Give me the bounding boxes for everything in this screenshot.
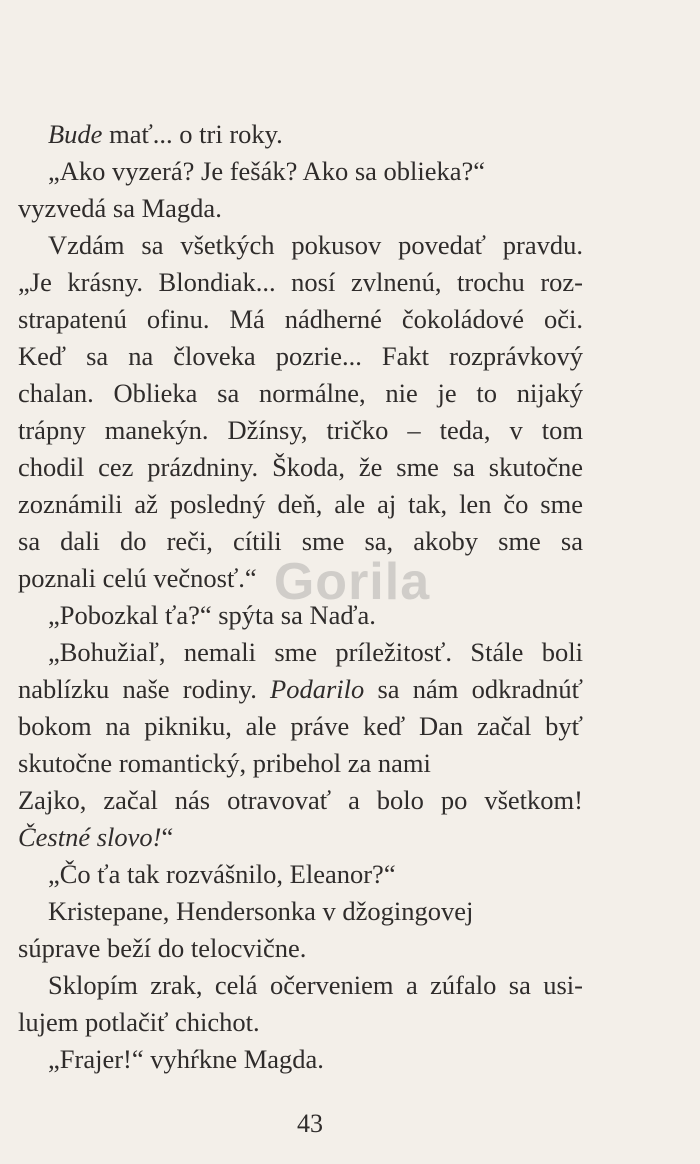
text-line: „Čo ťa tak rozvášnilo, Eleanor?“ [48, 859, 396, 889]
watermark-logo: Gorila [273, 553, 431, 611]
text-line: Kristepane, Hendersonka v džogingovej [48, 896, 474, 926]
text-line: vyzvedá sa Magda. [18, 193, 222, 223]
text-span: nablízku naše rodiny. [18, 674, 271, 704]
text-line: „Je krásny. Blondiak... nosí zvlnenú, trochu roz- [18, 267, 583, 297]
text-span: mať... o tri roky. [102, 119, 283, 149]
text-line: zoznámili až posledný deň, ale aj tak, len čo sme [18, 489, 583, 519]
italic-word: Podarilo [270, 674, 365, 704]
text-line: chalan. Oblieka sa normálne, nie je to nijaký [18, 378, 583, 408]
page-number: 43 [297, 1109, 323, 1138]
text-line: „Frajer!“ vyhŕkne Magda. [48, 1044, 324, 1074]
text-line: skutočne romantický, pribehol za nami [18, 748, 431, 778]
text-line: „Ako vyzerá? Je fešák? Ako sa oblieka?“ [48, 156, 486, 186]
text-line: poznali celú večnosť.“ [18, 563, 257, 593]
text-line [18, 819, 583, 856]
italic-phrase: Čestné slovo! [18, 822, 162, 852]
text-line: chodil cez prázdniny. Škoda, že sme sa skutočne [18, 452, 583, 482]
text-span: sa nám odkradnúť [364, 674, 583, 704]
text-line: strapatenú ofinu. Má nádherné čokoládové oči. [18, 304, 583, 334]
text-line [18, 671, 583, 708]
text-line: súprave beží do telocvične. [18, 933, 307, 963]
text-line: lujem potlačiť chichot. [18, 1007, 260, 1037]
text-line: Vzdám sa všetkých pokusov povedať pravdu. [48, 230, 583, 260]
italic-word: Bude [48, 119, 103, 149]
text-line: „Pobozkal ťa?“ spýta sa Naďa. [48, 600, 376, 630]
text-line: Zajko, začal nás otravovať a bolo po všetkom! [18, 785, 583, 815]
text-line: Sklopím zrak, celá očerveniem a zúfalo sa usi- [48, 970, 583, 1000]
text-line: bokom na pikniku, ale práve keď Dan začal byť [18, 711, 583, 741]
text-line [48, 116, 583, 153]
text-line: „Bohužiaľ, nemali sme príležitosť. Stále boli [48, 637, 583, 667]
text-span: “ [161, 822, 174, 852]
text-line: sa dali do reči, cítili sme sa, akoby sme sa [18, 526, 583, 556]
text-line: Keď sa na človeka pozrie... Fakt rozprávkový [18, 341, 583, 371]
text-line: trápny manekýn. Džínsy, tričko – teda, v tom [18, 415, 583, 445]
